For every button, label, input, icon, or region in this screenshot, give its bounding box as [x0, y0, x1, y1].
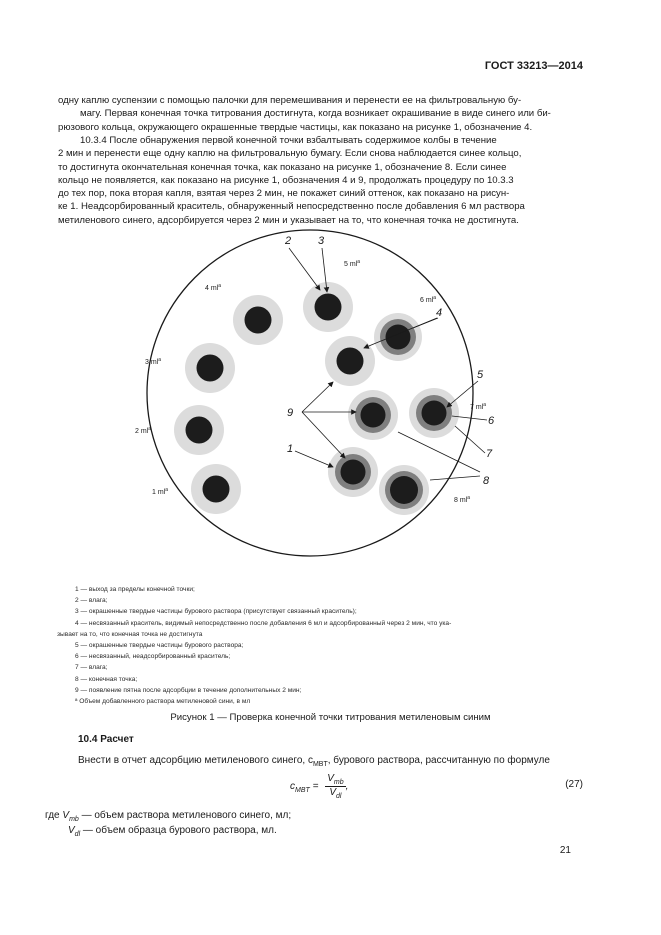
legend-item: зывает на то, что конечная точка не достигнута	[57, 630, 203, 638]
formula-fraction	[325, 773, 345, 800]
spot-4ml	[233, 295, 283, 345]
volume-label-4ml: 4 $ml^a$	[205, 283, 222, 292]
spot-6ml-first	[374, 313, 422, 361]
volume-label-1ml: 1 $ml^a$	[152, 487, 169, 496]
equation-number: (27)	[565, 779, 583, 790]
figure-caption: Рисунок 1 — Проверка конечной точки титрования метиленовым синим	[170, 712, 491, 723]
volume-label-8ml: 8 $ml^a$	[454, 495, 471, 504]
text-line: 2 мин и перенести еще одну каплю на фильтровальную бумагу. Если снова наблюдается синее кольцо,	[58, 148, 522, 160]
leader-lines	[289, 248, 487, 480]
text-line: до тех пор, пока вторая капля, взятая через 2 мин, не покажет синий оттенок, как показано на рисун-	[58, 188, 510, 200]
section-title: 10.4 Расчет	[78, 734, 134, 745]
callout-5: 5	[477, 369, 484, 381]
formula-comma: ,	[345, 781, 349, 793]
page-number: 21	[559, 845, 571, 856]
spot-3ml	[185, 343, 235, 393]
spot-1ml	[191, 464, 241, 514]
formula-equals: =	[312, 781, 319, 793]
callout-4: 4	[436, 307, 443, 319]
where-prefix: где	[45, 810, 60, 821]
volume-label-7ml: 7 $ml^a$	[470, 402, 487, 411]
spot-6ml-after	[325, 336, 375, 386]
text-line: ке 1. Неадсорбированный краситель, обнаруженный непосредственно после добавления 6 мл раствора	[58, 201, 525, 213]
legend-item: 8 — конечная точка;	[75, 675, 138, 683]
intro-subscript: MBT	[312, 761, 328, 768]
volume-label-3ml: 3 $ml^a$	[145, 357, 162, 366]
legend-item: 5 — окрашенные твердые частицы бурового раствора;	[75, 642, 244, 650]
where-line-1: где $V_{mb}$ — объем раствора метиленового синего, мл;	[45, 810, 292, 823]
spot-8ml-first	[379, 465, 429, 515]
intro-text: Внести в отчет адсорбцию метиленового синего, c	[78, 755, 313, 766]
callout-8: 8	[483, 475, 490, 487]
formula-lhs-sub: MBT	[295, 787, 310, 795]
volume-label-2ml: 2 $ml^a$	[135, 426, 152, 435]
legend-item: 4 — несвязанный краситель, видимый непосредственно после добавления 6 мл и адсорбированный через 2 мин, что ука-	[75, 619, 452, 627]
spot-7ml-first	[409, 388, 459, 438]
callout-6: 6	[488, 415, 495, 427]
volume-label-6ml: 6 $ml^a$	[420, 295, 437, 304]
text-line: то достигнута окончательная конечная точка, как показано на рисунке 1, обозначение 8. Если синее	[58, 161, 507, 173]
text-line: метиленового синего, адсорбируется через 2 мин и указывает на то, что конечная точка не достигнута.	[58, 214, 519, 226]
spot-8ml-after	[328, 447, 378, 497]
intro-text: , бурового раствора, рассчитанную по формуле	[327, 755, 550, 766]
figure-legend	[58, 584, 582, 707]
where-line-2: $V_{dl}$ — объем образца бурового раствора, мл.	[68, 825, 277, 838]
legend-item: 3 — окрашенные твердые частицы бурового раствора (присутствует связанный краситель);	[75, 608, 357, 616]
text-line: магу. Первая конечная точка титрования достигнута, когда возникает окрашивание в виде синего или би-	[80, 108, 551, 120]
callout-9: 9	[287, 407, 294, 419]
legend-footnote: ª Объем добавленного раствора метиленовой сини, в мл	[75, 698, 251, 706]
legend-item: 9 — появление пятна после адсорбции в течение дополнительных 2 мин;	[75, 686, 302, 694]
spot-2ml	[174, 405, 224, 455]
legend-item: 2 — влага;	[75, 597, 108, 605]
spot-5ml	[303, 282, 353, 332]
legend-item: 1 — выход за пределы конечной точки;	[75, 586, 195, 593]
document-id: ГОСТ 33213—2014	[484, 60, 583, 72]
legend-item: 6 — несвязанный, неадсорбированный краситель;	[75, 653, 231, 661]
callout-2: 2	[285, 235, 292, 247]
callout-7: 7	[486, 448, 493, 460]
formula-numerator: $V_{mb}$	[327, 773, 344, 786]
text-line: рюзового кольца, окружающего окрашенные твердые частицы, как показано на рисунке 1, обозначение 4.	[58, 121, 533, 133]
callout-3: 3	[318, 235, 325, 247]
spot-7ml-after	[348, 390, 398, 440]
formula-27	[290, 773, 348, 800]
text-line: одну каплю суспензии с помощью палочки для перемешивания и перенести ее на фильтровальную бу-	[58, 95, 522, 106]
volume-label-5ml: 5 $ml^a$	[344, 259, 361, 268]
text-line: 10.3.4 После обнаружения первой конечной точки взбалтывать содержимое колбы в течение	[80, 135, 497, 146]
formula-intro	[78, 755, 550, 768]
callout-1: 1	[287, 443, 294, 455]
formula-denominator: $V_{dl}$	[329, 787, 342, 800]
formula-lhs: c	[290, 781, 295, 793]
legend-item: 7 — влага;	[75, 664, 108, 672]
text-line: кольцо не появляется, как показано на рисунке 1, обозначения 4 и 9, продолжать процедуру по 10.3.3	[58, 174, 514, 186]
